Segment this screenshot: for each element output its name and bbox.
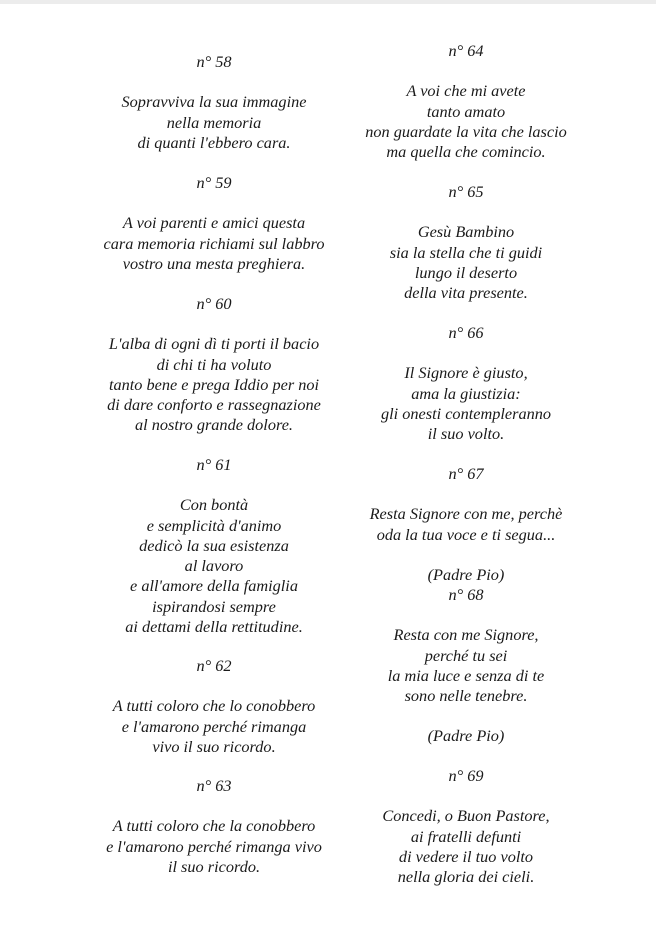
dedication-number: n° 62 [196,656,232,675]
dedication-64 [330,41,602,162]
dedication-66 [330,323,602,444]
dedication-line: vivo il suo ricordo. [152,736,276,756]
dedication-line: lungo il deserto [414,262,518,282]
dedication-line: A tutti coloro che lo conobbero [112,696,316,716]
dedication-line: A voi che mi avete [406,81,526,101]
dedication-line: il suo volto. [427,424,505,444]
dedication-number: n° 66 [448,323,484,342]
dedication-line: cara memoria richiami sul labbro [103,233,325,253]
dedication-line: A voi parenti e amici questa [122,213,306,233]
attribution: (Padre Pio) [427,564,505,584]
dedication-65 [330,182,602,303]
attribution: (Padre Pio) [427,726,505,746]
dedication-number: n° 68 [448,585,484,604]
dedication-line: Con bontà [179,495,249,515]
dedication-line: sia la stella che ti guidi [389,242,543,262]
dedication-line: al nostro grande dolore. [135,415,293,435]
dedication-number: n° 65 [448,182,484,201]
dedication-line: di vedere il tuo volto [398,846,534,866]
dedication-line: Resta Signore con me, perchè [369,504,563,524]
dedication-68 [330,585,602,747]
dedication-line: di quanti l'ebbero cara. [137,132,291,152]
dedication-line: sono nelle tenebre. [404,686,528,706]
dedication-line: della vita presente. [404,283,528,303]
dedication-number: n° 63 [196,776,232,795]
dedication-line: A tutti coloro che la conobbero [112,816,316,836]
dedication-line: vostro una mesta preghiera. [122,253,306,273]
dedication-line: tanto amato [426,101,506,121]
dedication-line: Gesù Bambino [417,222,515,242]
dedication-line: ai fratelli defunti [410,826,522,846]
dedication-number: n° 59 [196,173,232,192]
dedication-line: Concedi, o Buon Pastore, [382,806,550,826]
dedication-69 [330,766,602,887]
dedication-line: al lavoro [184,556,244,576]
dedication-line: perché tu sei [424,645,508,665]
dedication-line: Resta con me Signore, [393,625,539,645]
dedication-line: la mia luce e senza di te [387,665,545,685]
dedication-line: di dare conforto e rassegnazione [107,395,321,415]
dedication-line: non guardate la vita che lascio [365,121,567,141]
dedication-line: ai dettami della rettitudine. [125,617,303,637]
dedication-line: e all'amore della famiglia [130,576,298,596]
dedication-number: n° 60 [196,294,232,313]
dedication-line: gli onesti contempleranno [380,403,552,423]
dedication-number: n° 64 [448,41,484,60]
dedication-number: n° 61 [196,455,232,474]
dedication-line: di chi ti ha voluto [156,354,272,374]
dedication-line: ma quella che comincio. [386,142,546,162]
dedication-line: nella gloria dei cieli. [397,867,535,887]
dedication-number: n° 67 [448,464,484,483]
dedication-line: e l'amarono perché rimanga [121,716,307,736]
dedication-line: dedicò la sua esistenza [139,535,289,555]
dedication-line: nella memoria [166,112,262,132]
dedication-line: ama la giustizia: [411,383,521,403]
top-edge [0,0,656,4]
dedication-line: oda la tua voce e ti segua... [376,524,556,544]
dedication-line: il suo ricordo. [167,856,261,876]
dedication-line: tanto bene e prega Iddio per noi [108,374,320,394]
dedication-line: e l'amarono perché rimanga vivo [106,836,322,856]
dedication-line: Sopravviva la sua immagine [121,92,307,112]
dedication-number: n° 69 [448,766,484,785]
dedication-line: Il Signore è giusto, [404,363,528,383]
dedication-number: n° 58 [196,52,232,71]
dedication-line: ispirandosi sempre [152,596,276,616]
dedication-line: e semplicità d'animo [146,515,282,535]
dedication-67 [330,464,602,585]
dedication-line: L'alba di ogni dì ti porti il bacio [108,334,320,354]
